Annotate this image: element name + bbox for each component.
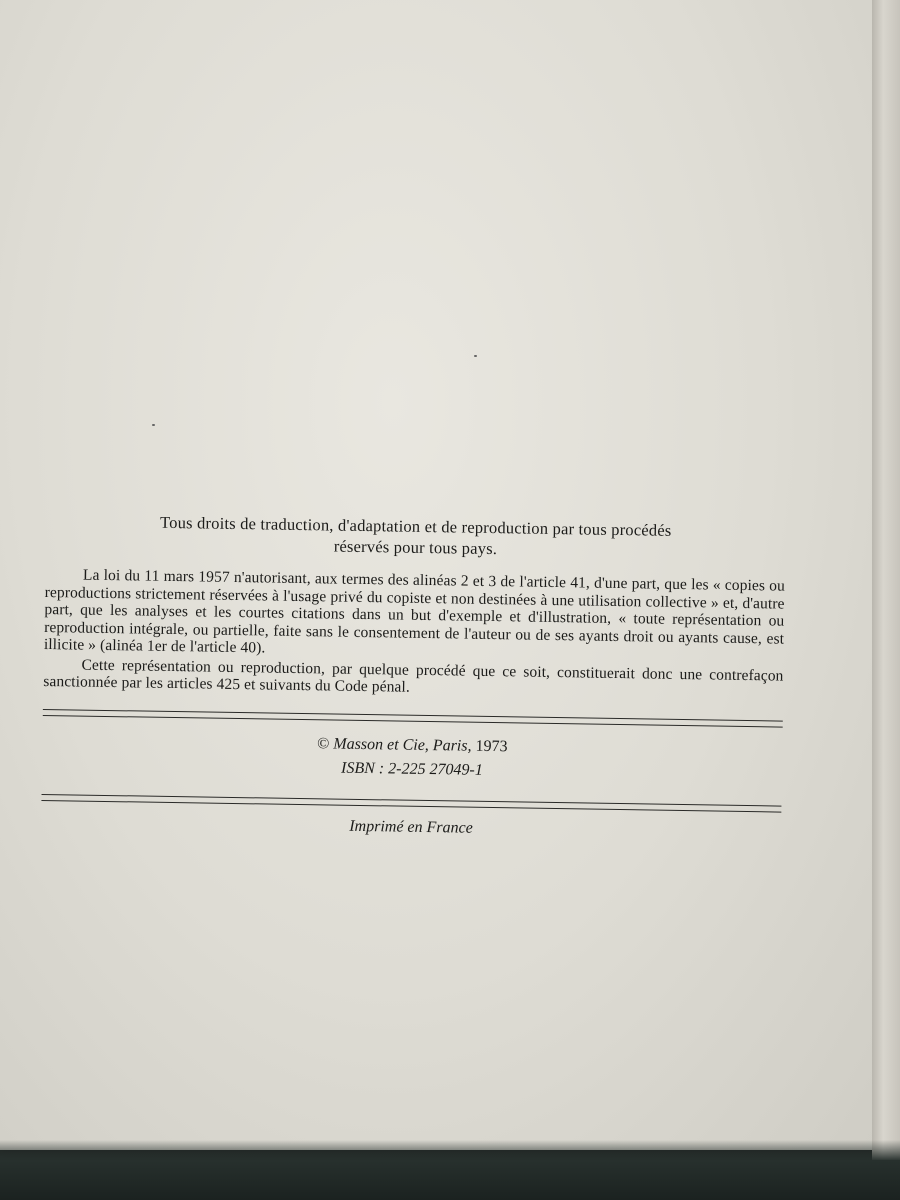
law-text (43, 566, 785, 702)
double-rule-divider (41, 793, 781, 812)
publication-year: 1973 (475, 737, 508, 755)
rights-notice-line2: réservés pour tous pays. (333, 536, 498, 559)
law-paragraph: La loi du 11 mars 1957 n'autorisant, aux termes des alinéas 2 et 3 de l'article 41, d'une part, que les « copies ou reproductions strictement réservées à l'usage privé du copiste et non destinées à une utilisation collective » et, d'autre part, que les analyses et les courtes citations dans un but d'exemple et d'illustration, « toute représentation ou reproduction intégrale, ou partielle, faite sans le consentement de l'auteur ou de ses ayants droit ou ayants cause, est illicite » (alinéa 1er de l'article 40). (43, 566, 786, 657)
copyright-page-content (41, 510, 786, 842)
printed-in-notice: Imprimé en France (349, 817, 473, 837)
rights-notice (45, 510, 786, 564)
law-paragraph: Cette représentation ou reproduction, par quelque procédé que ce soit, constituerait donc une contrefaçon sanctionnée par les articles 425 et suivants du Code pénal. (43, 656, 784, 696)
double-rule-divider (43, 708, 783, 727)
page-edge (872, 0, 900, 1160)
rights-notice-line1: Tous droits de traduction, d'adaptation et de reproduction par tous procédés (159, 512, 672, 540)
paper-speck (474, 355, 477, 357)
paper-speck (152, 424, 155, 426)
isbn-line: ISBN : 2-225 27049-1 (340, 759, 483, 779)
copyright-symbol: © (317, 734, 330, 752)
publisher-name: Masson et Cie, Paris, (333, 735, 472, 755)
background-surface (0, 1140, 900, 1200)
